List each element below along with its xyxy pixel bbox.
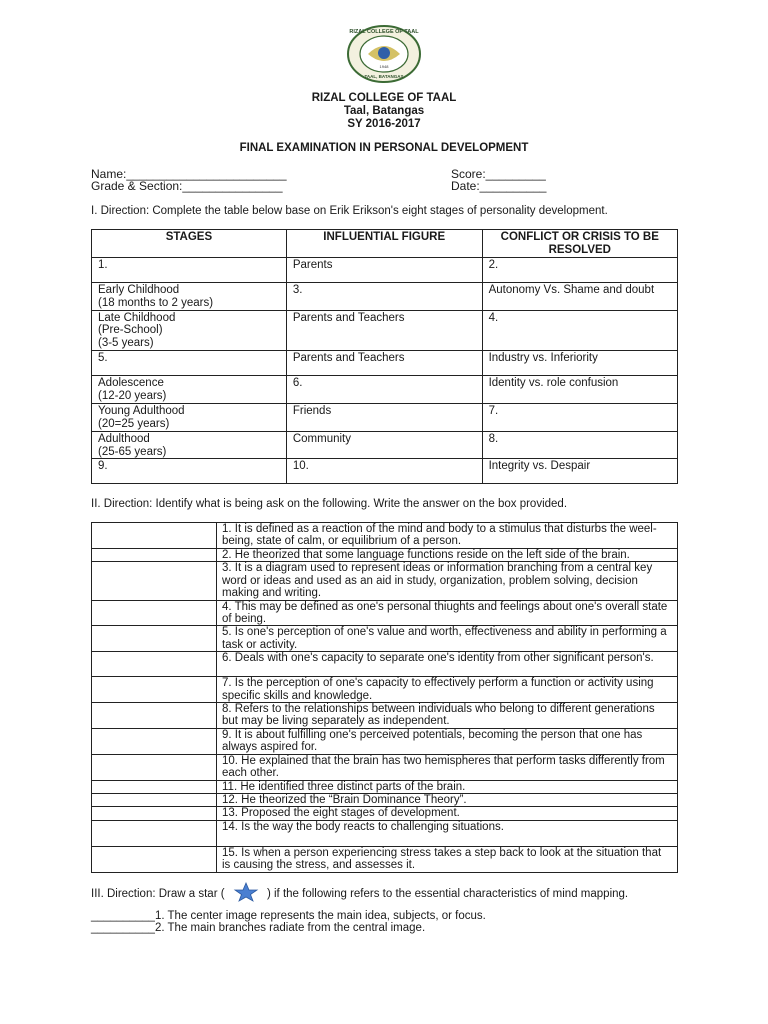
answer-box[interactable] [92,523,217,549]
answer-box[interactable] [92,677,217,703]
stage-cell: Adolescence (12-20 years) [92,376,287,404]
stage-cell: 1. [92,257,287,282]
exam-title: FINAL EXAMINATION IN PERSONAL DEVELOPMENT [239,142,529,154]
question-cell: 4. This may be defined as one's personal thiughts and feelings about one's overall state of being. [217,600,678,626]
question-cell: 10. He explained that the brain has two hemispheres that perform tasks differently from each other. [217,754,678,780]
identification-row [92,562,678,600]
question-cell: 3. It is a diagram used to represent ideas or information branching from a central key word or ideas and used as an aid in study, organization, problem solving, decision making and writing. [217,562,678,600]
svg-text:TAAL, BATANGAS: TAAL, BATANGAS [364,74,404,79]
conflict-cell: Industry vs. Inferiority [482,351,677,376]
figure-cell: 6. [286,376,482,404]
stage-cell: Young Adulthood (20=25 years) [92,403,287,431]
stage-cell: Late Childhood (Pre-School) (3-5 years) [92,310,287,351]
conflict-cell: 7. [482,403,677,431]
stage-cell: 9. [92,459,287,484]
part1-direction: I. Direction: Complete the table below base on Erik Erikson's eight stages of personality development. [91,205,608,217]
mind-map-item-1[interactable]: __________1. The center image represents the main idea, subjects, or focus. [91,910,486,922]
question-cell: 2. He theorized that some language functions reside on the left side of the brain. [217,549,678,562]
school-name: RIZAL COLLEGE OF TAAL [311,92,457,104]
identification-row [92,728,678,754]
question-cell: 5. Is one's perception of one's value and worth, effectiveness and ability in performing a task or activity. [217,626,678,652]
mind-map-item-2[interactable]: __________2. The main branches radiate from the central image. [91,922,426,934]
date-field[interactable]: Date:__________ [451,179,547,193]
question-cell: 11. He identified three distinct parts of the brain. [217,780,678,793]
stage-row [92,282,678,310]
star-icon [228,882,264,902]
question-cell: 9. It is about fulfilling one's perceived potentials, becoming the person that one has always aspired for. [217,728,678,754]
answer-box[interactable] [92,562,217,600]
identification-row [92,703,678,729]
identification-row [92,626,678,652]
identification-row [92,754,678,780]
school-location: Taal, Batangas [343,105,425,117]
part3-direction [91,884,628,904]
answer-box[interactable] [92,820,217,846]
identification-row [92,549,678,562]
question-cell: 15. Is when a person experiencing stress takes a step back to look at the situation that is causing the stress, and assesses it. [217,846,678,872]
answer-box[interactable] [92,600,217,626]
stage-cell: Adulthood (25-65 years) [92,431,287,459]
name-field[interactable]: Name:________________________ [91,167,287,181]
answer-box[interactable] [92,846,217,872]
conflict-cell: Identity vs. role confusion [482,376,677,404]
question-cell: 14. Is the way the body reacts to challenging situations. [217,820,678,846]
school-seal-logo [346,24,422,84]
figure-cell: Parents and Teachers [286,310,482,351]
conflict-cell: Integrity vs. Despair [482,459,677,484]
figure-cell: Parents [286,257,482,282]
identification-table [91,522,678,873]
part2-direction: II. Direction: Identify what is being ask on the following. Write the answer on the box provided. [91,498,568,510]
question-cell: 6. Deals with one's capacity to separate one's identity from other significant person's. [217,652,678,677]
header-stages: STAGES [92,230,287,258]
identification-row [92,523,678,549]
answer-box[interactable] [92,703,217,729]
grade-section-field[interactable]: Grade & Section:_______________ [91,179,283,193]
answer-box[interactable] [92,807,217,820]
identification-row [92,820,678,846]
figure-cell: Community [286,431,482,459]
stage-cell: Early Childhood (18 months to 2 years) [92,282,287,310]
school-year: SY 2016-2017 [347,118,421,130]
svg-text:RIZAL COLLEGE OF TAAL: RIZAL COLLEGE OF TAAL [349,29,419,35]
stage-row [92,351,678,376]
identification-row [92,600,678,626]
question-cell: 1. It is defined as a reaction of the mind and body to a stimulus that disturbs the weel-being, state of calm, or equilibrium of a person. [217,523,678,549]
identification-row [92,652,678,677]
answer-box[interactable] [92,754,217,780]
answer-box[interactable] [92,780,217,793]
answer-box[interactable] [92,626,217,652]
identification-row [92,793,678,806]
figure-cell: 10. [286,459,482,484]
answer-box[interactable] [92,793,217,806]
figure-cell: 3. [286,282,482,310]
conflict-cell: 4. [482,310,677,351]
conflict-cell: Autonomy Vs. Shame and doubt [482,282,677,310]
answer-box[interactable] [92,652,217,677]
stage-row [92,310,678,351]
stage-cell: 5. [92,351,287,376]
svg-text:1948: 1948 [379,64,389,69]
figure-cell: Friends [286,403,482,431]
score-field[interactable]: Score:_________ [451,167,546,181]
conflict-cell: 2. [482,257,677,282]
header-influential-figure: INFLUENTIAL FIGURE [286,230,482,258]
conflict-cell: 8. [482,431,677,459]
stage-row [92,459,678,484]
stage-row [92,431,678,459]
question-cell: 13. Proposed the eight stages of development. [217,807,678,820]
part3-direction-before: III. Direction: Draw a star ( [91,888,225,901]
identification-row [92,846,678,872]
question-cell: 7. Is the perception of one's capacity to effectively perform a function or activity using specific skills and knowledge. [217,677,678,703]
question-cell: 8. Refers to the relationships between individuals who belong to different generations but may be living separately as independent. [217,703,678,729]
identification-row [92,780,678,793]
header-conflict: CONFLICT OR CRISIS TO BE RESOLVED [482,230,677,258]
answer-box[interactable] [92,728,217,754]
identification-row [92,807,678,820]
stage-row [92,403,678,431]
figure-cell: Parents and Teachers [286,351,482,376]
question-cell: 12. He theorized the “Brain Dominance Theory”. [217,793,678,806]
stage-row [92,376,678,404]
part3-direction-after: ) if the following refers to the essential characteristics of mind mapping. [266,888,629,901]
erikson-stages-table [91,229,678,484]
stage-row [92,257,678,282]
answer-box[interactable] [92,549,217,562]
identification-row [92,677,678,703]
